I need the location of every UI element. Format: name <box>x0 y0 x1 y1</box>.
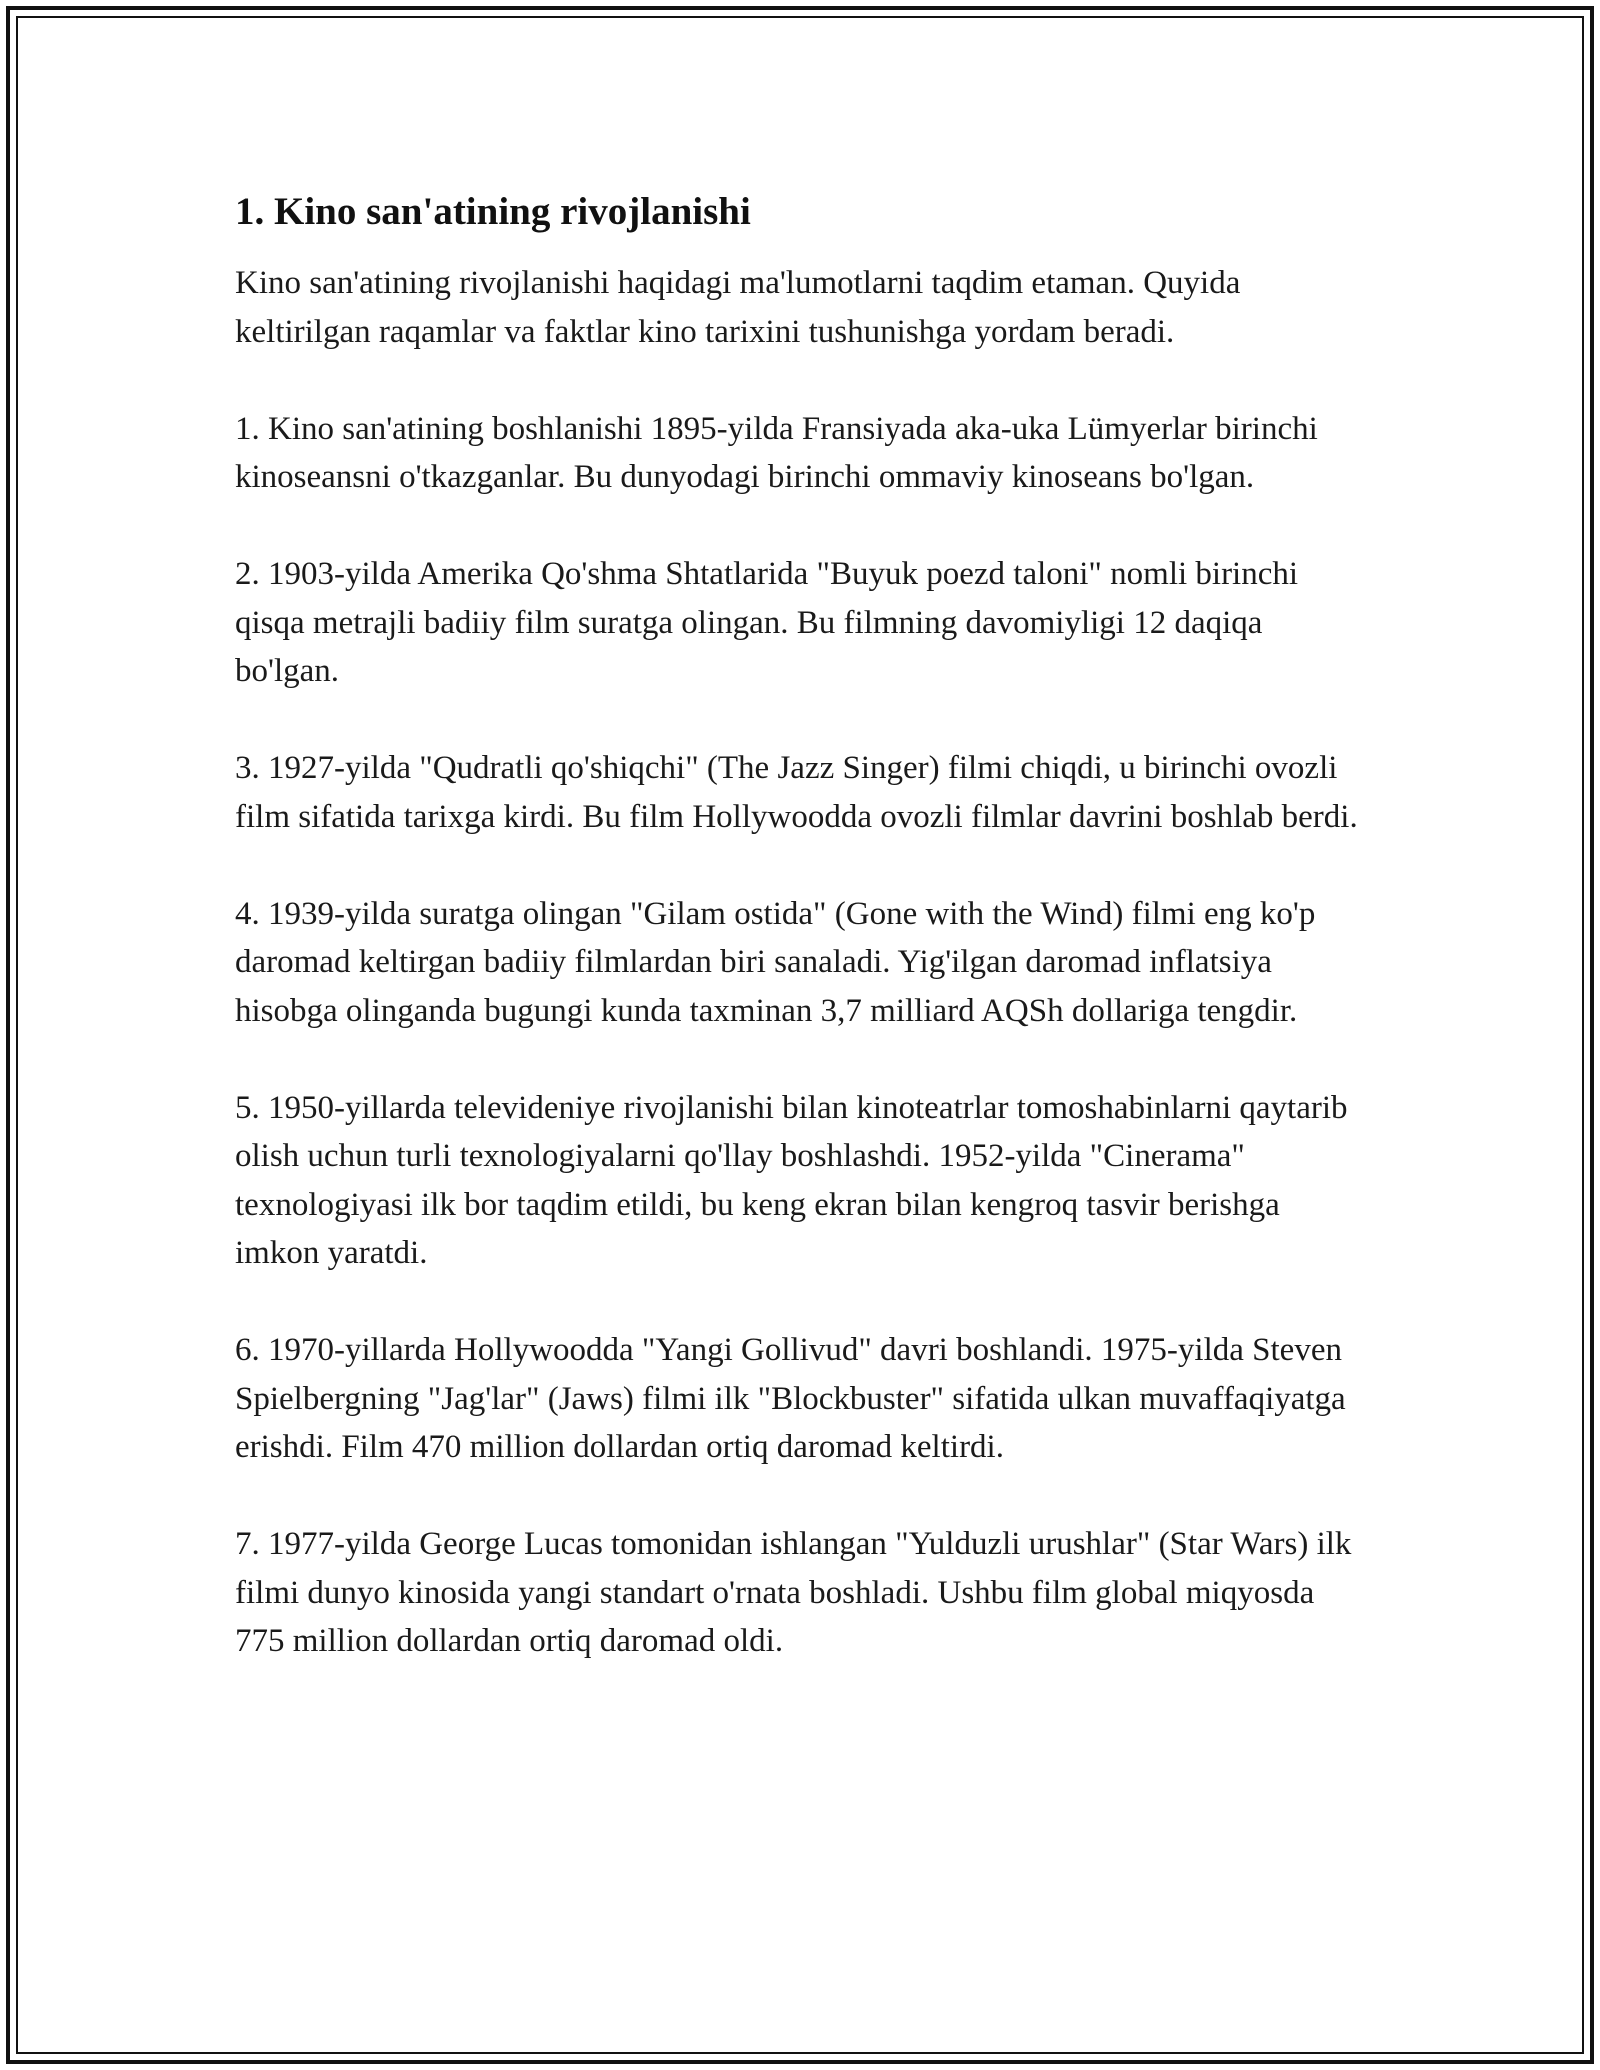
paragraph-7: 7. 1977-yilda George Lucas tomonidan ishlangan "Yulduzli urushlar" (Star Wars) ilk filmi dunyo kinosida yangi standart o'rnata boshladi. Ushbu film global miqyosda 775 million dollardan ortiq daromad oldi. <box>235 1526 1352 1659</box>
document-body <box>235 185 1370 1714</box>
paragraph-1: 1. Kino san'atining boshlanishi 1895-yilda Fransiyada aka-uka Lümyerlar birinchi kinoseansni o'tkazganlar. Bu dunyodagi birinchi ommaviy kinoseans bo'lgan. <box>235 410 1318 495</box>
paragraph-6: 6. 1970-yillarda Hollywoodda "Yangi Gollivud" davri boshlandi. 1975-yilda Steven Spielbergning "Jag'lar" (Jaws) filmi ilk "Blockbuster" sifatida ulkan muvaffaqiyatga erishdi. Film 470 million dollardan ortiq daromad keltirdi. <box>235 1332 1346 1465</box>
paragraph-4: 4. 1939-yilda suratga olingan "Gilam ostida" (Gone with the Wind) filmi eng ko'p daromad keltirgan badiiy filmlardan biri sanaladi. Yig'ilgan daromad inflatsiya hisobga olinganda bugungi kunda taxminan 3,7 milliard AQSh dollariga tengdir. <box>235 895 1316 1029</box>
paragraph-5: 5. 1950-yillarda televideniye rivojlanishi bilan kinoteatrlar tomoshabinlarni qaytarib olish uchun turli texnologiyalarni qo'llay boshlashdi. 1952-yilda "Cinerama" texnologiyasi ilk bor taqdim etildi, bu keng ekran bilan kengroq tasvir berishga imkon yaratdi. <box>235 1089 1348 1271</box>
page-title: 1. Kino san'atining rivojlanishi <box>235 190 751 233</box>
paragraph-2: 2. 1903-yilda Amerika Qo'shma Shtatlarida "Buyuk poezd taloni" nomli birinchi qisqa metrajli badiiy film suratga olingan. Bu filmning davomiyligi 12 daqiqa bo'lgan. <box>235 556 1299 689</box>
intro-paragraph: Kino san'atining rivojlanishi haqidagi ma'lumotlarni taqdim etaman. Quyida keltirilgan raqamlar va faktlar kino tarixini tushunishga yordam beradi. <box>235 265 1241 350</box>
paragraph-3: 3. 1927-yilda "Qudratli qo'shiqchi" (The Jazz Singer) filmi chiqdi, u birinchi ovozli film sifatida tarixga kirdi. Bu film Hollywoodda ovozli filmlar davrini boshlab berdi. <box>235 750 1358 835</box>
